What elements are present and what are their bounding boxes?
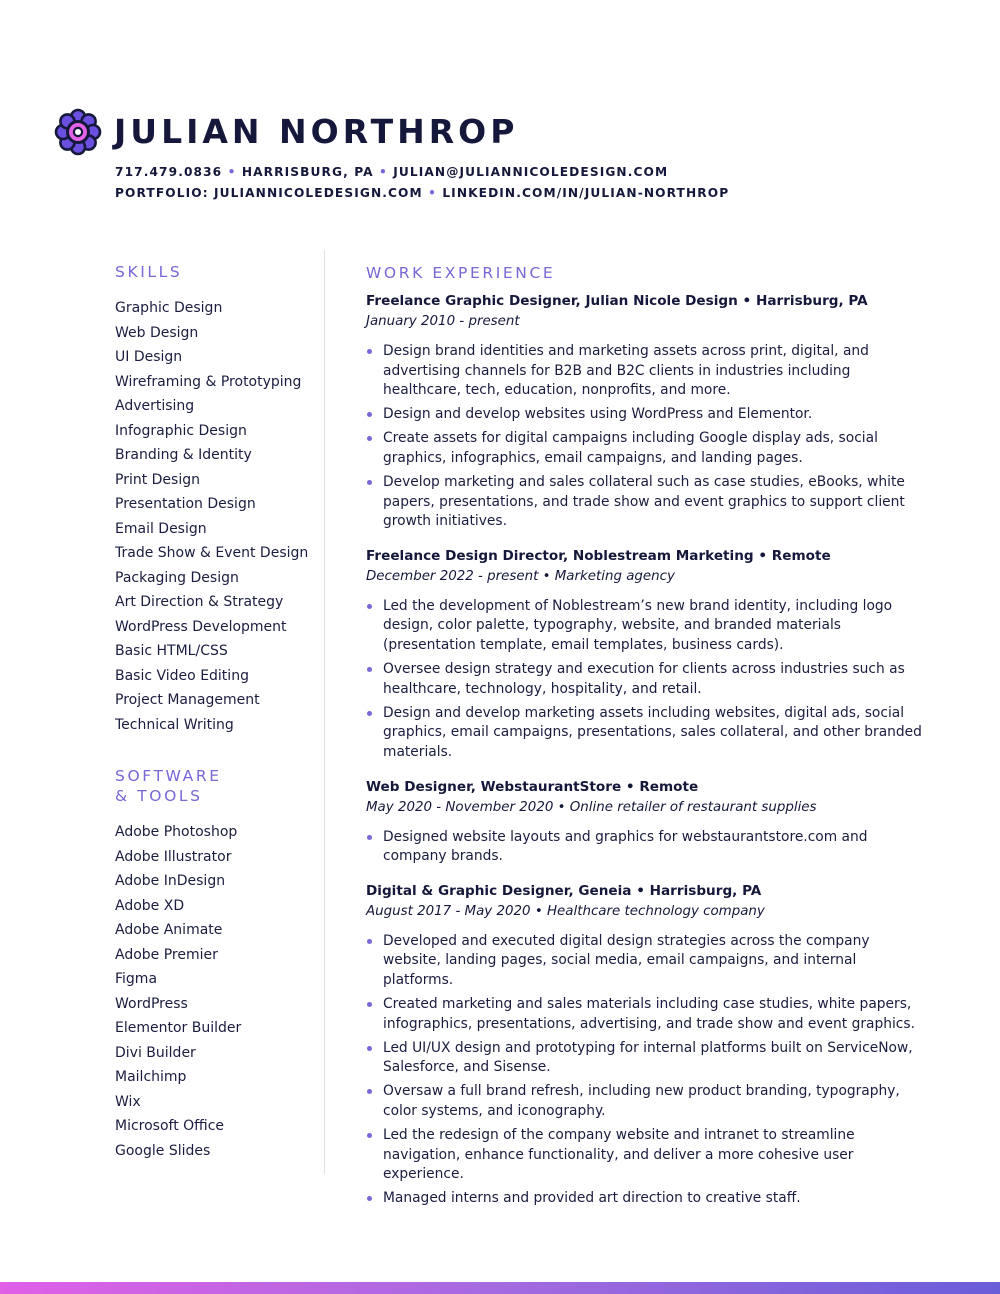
job-title: Freelance Graphic Designer, Julian Nicole Design • Harrisburg, PA [366, 293, 868, 309]
job-bullet: Led the redesign of the company website and intranet to streamline navigation, enhance functionality, and deliver a more cohesive user experience. [366, 1126, 926, 1185]
job-bullets [366, 932, 926, 1209]
tool-item: Adobe Animate [115, 922, 223, 938]
job-bullet: Design brand identities and marketing assets across print, digital, and advertising channels for B2B and B2C clients in industries including healthcare, tech, education, nonprofits, and more. [366, 342, 926, 401]
tool-item: Figma [115, 971, 158, 987]
footer-gradient-bar [0, 1282, 1000, 1294]
skill-item: Print Design [115, 471, 200, 488]
job-bullet: Oversee design strategy and execution for clients across industries such as healthcare, technology, hospitality, and retail. [366, 660, 926, 699]
candidate-name: JULIAN NORTHROP [114, 112, 519, 151]
right-column [366, 263, 926, 1214]
skill-item: Trade Show & Event Design [115, 545, 309, 561]
skill-item: WordPress Development [115, 618, 287, 635]
job-entry [366, 777, 926, 867]
skill-item: Technical Writing [115, 716, 234, 733]
job-bullet: Designed website layouts and graphics for webstaurantstore.com and company brands. [366, 828, 926, 867]
software-tools-heading [115, 766, 315, 806]
skill-item: Art Direction & Strategy [115, 594, 284, 610]
job-title: Digital & Graphic Designer, Geneia • Harrisburg, PA [366, 882, 762, 899]
skill-item: Basic Video Editing [115, 667, 249, 684]
skill-item: Advertising [115, 398, 195, 414]
email-link[interactable]: JULIAN@JULIANNICOLEDESIGN.COM [393, 165, 669, 179]
job-date: December 2022 - present • Marketing agency [366, 568, 675, 584]
tool-item: Adobe InDesign [115, 873, 226, 889]
location: HARRISBURG, PA [241, 165, 374, 179]
tool-item: Elementor Builder [115, 1020, 242, 1036]
job-entry [366, 291, 926, 532]
tool-item: Google Slides [115, 1142, 211, 1159]
job-date: August 2017 - May 2020 • Healthcare technology company [366, 903, 765, 919]
job-bullet: Oversaw a full brand refresh, including new product branding, typography, color systems, and iconography. [366, 1082, 926, 1121]
tool-item: Adobe Illustrator [115, 848, 232, 865]
job-bullet: Design and develop marketing assets including websites, digital ads, social graphics, email campaigns, presentations, sales collateral, and other branded materials. [366, 704, 926, 763]
job-bullet: Design and develop websites using WordPress and Elementor. [366, 405, 926, 425]
tool-item: Wix [115, 1093, 141, 1110]
contact-line-2 [115, 185, 729, 201]
skill-item: Basic HTML/CSS [115, 643, 228, 659]
job-entry [366, 546, 926, 763]
skill-item: Project Management [115, 692, 260, 708]
job-bullet: Led UI/UX design and prototyping for internal platforms built on ServiceNow, Salesforce, and Sisense. [366, 1039, 926, 1078]
software-tools-heading-line-1: SOFTWARE [115, 767, 222, 785]
linkedin-link[interactable]: LINKEDIN.COM/IN/JULIAN-NORTHROP [442, 186, 730, 200]
tool-item: Divi Builder [115, 1044, 196, 1061]
job-bullets [366, 597, 926, 763]
separator-dot: • [379, 165, 388, 179]
skills-list [115, 296, 315, 737]
tool-item: Mailchimp [115, 1069, 187, 1085]
skill-item: UI Design [115, 349, 183, 365]
job-entry [366, 881, 926, 1209]
tool-item: Microsoft Office [115, 1118, 225, 1134]
software-tools-heading-line-2: & TOOLS [115, 787, 203, 805]
job-bullet: Create assets for digital campaigns including Google display ads, social graphics, infographics, email campaigns, and landing pages. [366, 429, 926, 468]
skill-item: Web Design [115, 324, 199, 341]
skill-item: Branding & Identity [115, 447, 252, 463]
separator-dot: • [227, 165, 237, 179]
skill-item: Graphic Design [115, 300, 223, 316]
column-divider [324, 250, 325, 1174]
tool-item: Adobe Premier [115, 946, 218, 963]
tool-item: Adobe XD [115, 897, 185, 914]
job-date: January 2010 - present [366, 314, 520, 329]
tools-list [115, 820, 315, 1163]
tool-item: WordPress [115, 995, 188, 1012]
job-bullet: Managed interns and provided art direction to creative staff. [366, 1189, 926, 1209]
skill-item: Email Design [115, 520, 207, 537]
skill-item: Infographic Design [115, 422, 247, 439]
skill-item: Packaging Design [115, 569, 239, 586]
portfolio-link[interactable]: PORTFOLIO: JULIANNICOLEDESIGN.COM [115, 186, 423, 200]
job-title: Freelance Design Director, Noblestream Marketing • Remote [366, 547, 831, 564]
separator-dot: • [428, 186, 437, 200]
skill-item: Presentation Design [115, 496, 256, 512]
job-bullets [366, 342, 926, 532]
job-bullet: Developed and executed digital design strategies across the company website, landing pages, social media, email campaigns, and internal platforms. [366, 932, 926, 991]
skill-item: Wireframing & Prototyping [115, 373, 302, 390]
job-date: May 2020 - November 2020 • Online retailer of restaurant supplies [366, 799, 817, 815]
skills-heading: SKILLS [115, 263, 183, 281]
phone-number[interactable]: 717.479.0836 [115, 165, 223, 179]
job-title: Web Designer, WebstaurantStore • Remote [366, 778, 699, 795]
job-bullet: Led the development of Noblestream’s new brand identity, including logo design, color palette, typography, website, and branded materials (presentation template, email templates, business cards). [366, 597, 926, 656]
job-bullet: Develop marketing and sales collateral such as case studies, eBooks, white papers, presentations, and trade show and event graphics to support client growth initiatives. [366, 473, 926, 532]
job-bullets [366, 828, 926, 867]
contact-line-1 [115, 164, 668, 180]
flower-logo-icon [54, 108, 102, 156]
job-bullet: Created marketing and sales materials including case studies, white papers, infographics, presentations, advertising, and trade show and event graphics. [366, 995, 926, 1034]
tool-item: Adobe Photoshop [115, 824, 238, 840]
left-column [115, 262, 315, 1163]
work-experience-heading: WORK EXPERIENCE [366, 264, 556, 282]
